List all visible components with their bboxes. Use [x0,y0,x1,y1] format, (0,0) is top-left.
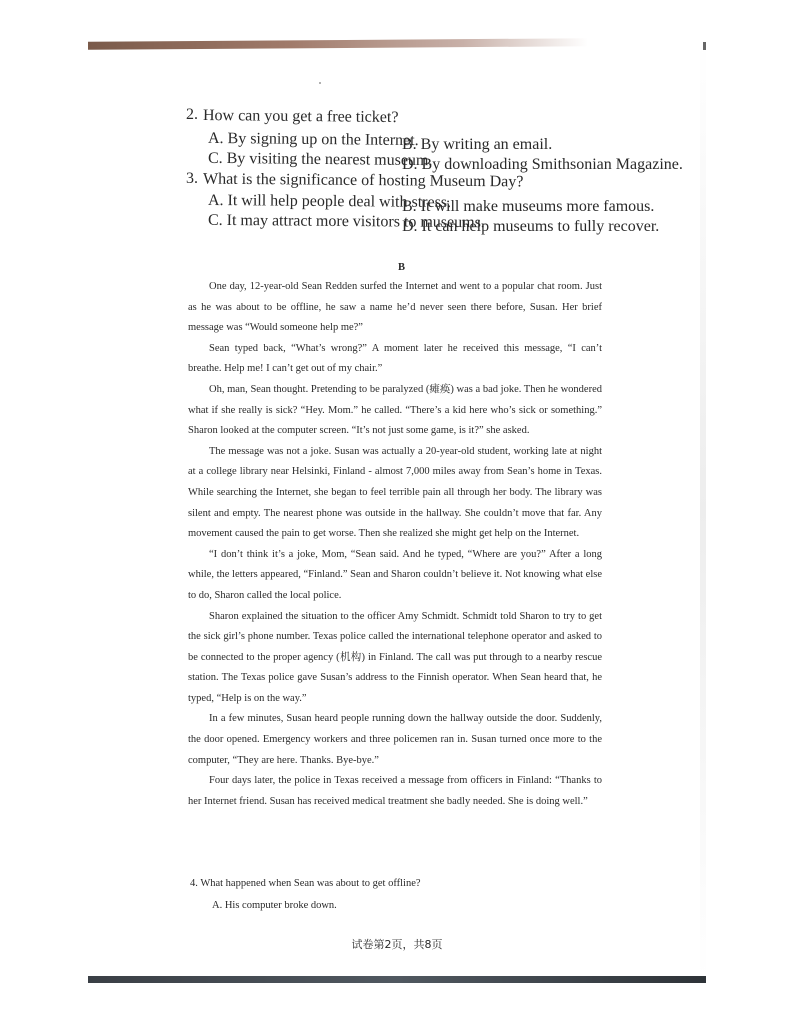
question-stem: What happened when Sean was about to get offline? [200,878,421,889]
scan-speck [319,82,321,84]
option-a[interactable]: A. His computer broke down. [212,900,337,911]
passage-paragraph: The message was not a joke. Susan was actually a 20-year-old student, working late at night at a college library near Helsinki, Finland - almost 7,000 miles away from Sean’s home in Texas. While searching the Internet, she began to feel terrible pain all through her body. The library was silent and empty. The nearest phone was outside in the hallway. She couldn’t move that far. Any movement caused the pain to get worse. Then she realized she might get help on the Internet. [188,445,602,540]
passage-paragraph: In a few minutes, Susan heard people running down the hallway outside the door. Suddenly, the door opened. Emergency workers and three policemen ran in. Susan turned once more to the computer, “They are here. Thanks. Bye-bye.” [188,713,602,766]
page-footer: 试卷第2页，共8页 [351,938,443,951]
question-number: 4. [190,878,198,889]
option-a[interactable]: A. It will help people deal with stress. [207,191,452,212]
question-number: 3. [186,170,198,187]
scan-edge-right [700,40,706,980]
option-b[interactable]: B. It will make museums more famous. [402,198,655,215]
passage-paragraph: One day, 12-year-old Sean Redden surfed the Internet and went to a popular chat room. Just as he was about to be offline, he saw a name he’d never seen there before, Susan. Her brief message was “Would someone help me?” [188,281,602,334]
passage-paragraph: Four days later, the police in Texas received a message from officers in Finland: “Thanks to her Internet friend. Susan has received medical treatment she badly needed. She is doing well.” [188,775,602,807]
option-c[interactable]: C. By visiting the nearest museum. [207,149,433,170]
scan-edge-bottom [88,976,706,983]
section-heading: B [398,262,406,273]
scan-edge-top [88,38,588,49]
option-a[interactable]: A. By signing up on the Internet. [207,129,419,150]
option-d[interactable]: D. By downloading Smithsonian Magazine. [402,156,683,173]
question-stem: What is the significance of hosting Museum Day? [202,170,524,191]
option-b[interactable]: B. By writing an email. [402,136,553,153]
passage-paragraph: Sharon explained the situation to the officer Amy Schmidt. Schmidt told Sharon to try to get the sick girl’s phone number. Texas police called the international telephone operator and asked to be connected to the proper agency (机构) in Finland. The call was put through to a nearby rescue station. The Texas police gave Susan’s address to the Finnish operator. When Sean heard that, he typed, “Help is on the way.” [188,610,602,704]
passage-paragraph: Oh, man, Sean thought. Pretending to be paralyzed (瘫痪) was a bad joke. Then he wondered what if she really is sick? “Hey. Mom.” he called. “There’s a kid here who’s sick or something.” Sharon looked at the computer screen. “It’s not just some game, is it?” she asked. [188,383,602,437]
question-4 [190,878,421,889]
passage-paragraph: Sean typed back, “What’s wrong?” A moment later he received this message, “I can’t breathe. Help me! I can’t get out of my chair.” [188,342,602,375]
reading-passage [188,277,602,812]
question-number: 2. [186,106,198,123]
option-d[interactable]: D. It can help museums to fully recover. [402,218,660,235]
question-stem: How can you get a free ticket? [202,106,399,127]
option-c[interactable]: C. It may attract more visitors to museums. [207,211,485,232]
passage-paragraph: “I don’t think it’s a joke, Mom, “Sean said. And he typed, “Where are you?” After a long while, the letters appeared, “Finland.” Sean and Sharon couldn’t believe it. Not knowing what else to do, Sharon called the local police. [188,548,602,601]
